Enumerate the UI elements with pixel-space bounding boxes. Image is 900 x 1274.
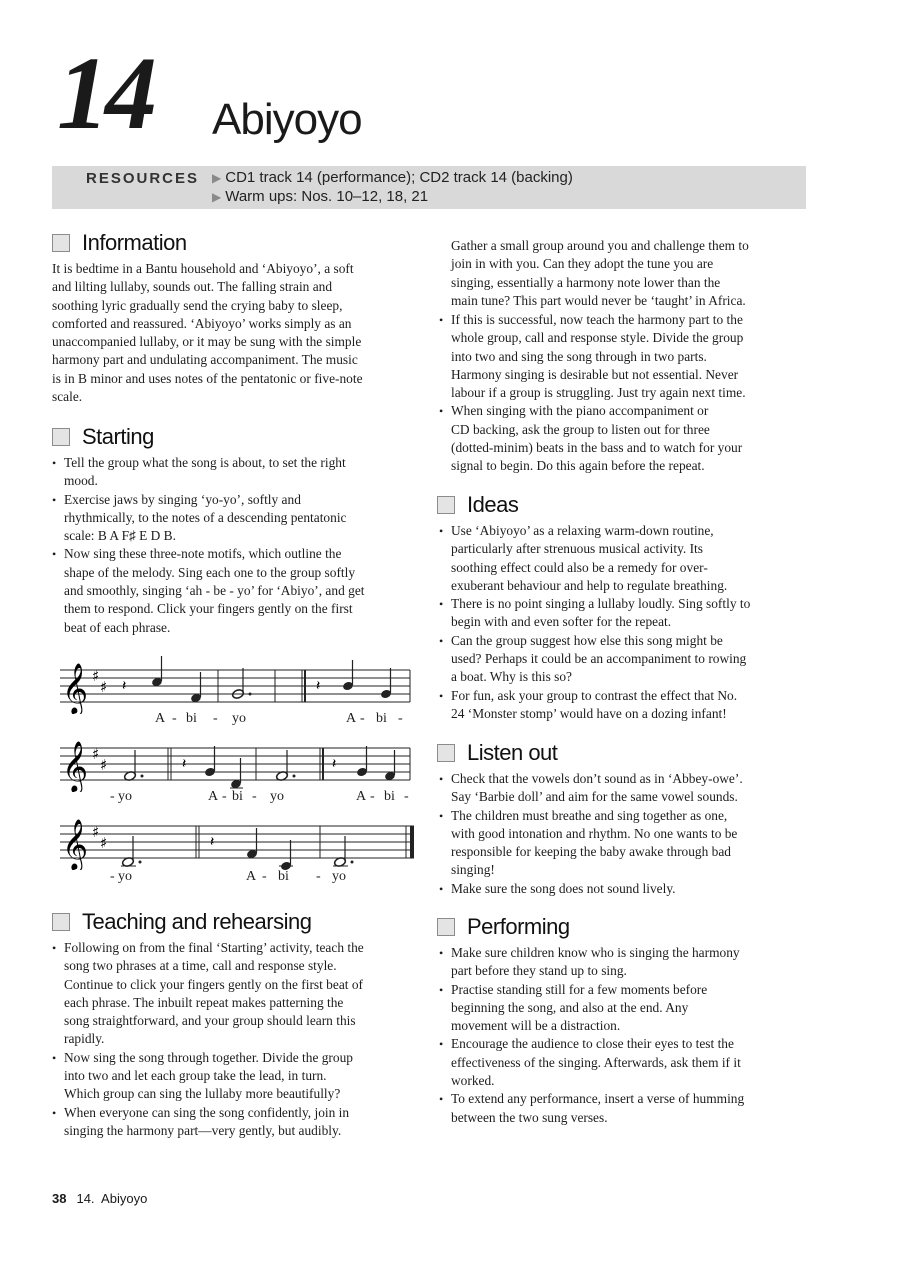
text-line: unaccompanied lullaby, or it may be sung with the simple — [52, 334, 362, 350]
lyric-syllable: A — [246, 869, 257, 884]
teaching-continued-paragraph — [451, 237, 811, 310]
list-item — [50, 939, 422, 1049]
text-line: • If this is successful, now teach the harmony part to the — [451, 312, 743, 327]
text-line: movement will be a distraction. — [451, 1018, 621, 1034]
list-item — [437, 311, 811, 402]
section-heading-text: Teaching and rehearsing — [82, 909, 312, 934]
list-item — [437, 595, 811, 632]
text-line: • Make sure children know who is singing the harmony — [451, 945, 740, 960]
text-line: whole group, call and response style. Divide the group — [451, 330, 744, 346]
lyric-syllable: - — [360, 711, 365, 726]
text-line: (dotted-minim) beats in the bass and to watch for your — [451, 440, 743, 456]
lyric-syllable: - — [370, 789, 375, 804]
ideas-list — [437, 522, 811, 723]
svg-text:♯: ♯ — [100, 678, 108, 696]
treble-clef-icon: 𝄞 — [62, 663, 89, 714]
treble-clef-icon: 𝄞 — [62, 741, 89, 792]
text-line: a boat. Why is this so? — [451, 669, 572, 685]
text-line: worked. — [451, 1073, 495, 1089]
text-line: It is bedtime in a Bantu household and ‘Abiyoyo’, a soft — [52, 261, 354, 276]
text-line: with good intonation and rhythm. No one wants to be — [451, 825, 738, 841]
svg-text:𝄽: 𝄽 — [182, 756, 187, 772]
lyric-syllable: A — [356, 789, 367, 804]
page-number: 38 — [52, 1191, 67, 1206]
svg-text:𝄽: 𝄽 — [332, 756, 337, 772]
lyric-syllable: bi — [278, 869, 289, 884]
music-staff-1 — [60, 652, 420, 714]
lyric-syllable: - — [172, 711, 177, 726]
text-line: • Check that the vowels don’t sound as in ‘Abbey-owe’. — [451, 771, 743, 786]
list-item — [437, 687, 811, 724]
music-staff-2 — [60, 730, 420, 792]
resource-item-text: CD1 track 14 (performance); CD2 track 14 (backing) — [225, 169, 573, 186]
text-line: scale. — [52, 389, 83, 405]
text-line: • Make sure the song does not sound lively. — [451, 880, 676, 896]
list-item — [437, 522, 811, 595]
list-item — [50, 1104, 422, 1141]
lyric-syllable: A — [208, 789, 219, 804]
starting-list — [50, 454, 422, 637]
text-line: harmony part and undulating accompaniment. The music — [52, 352, 358, 368]
text-line: Harmony singing is desirable but not essential. Never — [451, 366, 739, 382]
text-line: beginning the song, and also at the end. Any — [451, 999, 689, 1015]
lyric-syllable: bi — [186, 711, 197, 726]
text-line: beat of each phrase. — [64, 619, 171, 635]
svg-text:𝄽: 𝄽 — [122, 678, 127, 694]
text-line: into two and let each group take the lead, in turn. — [64, 1068, 327, 1084]
text-line: shape of the melody. Sing each one to the group softly — [64, 564, 356, 580]
svg-text:♯: ♯ — [100, 834, 108, 852]
section-heading-text: Ideas — [467, 492, 519, 517]
section-heading-information — [52, 230, 187, 256]
page-footer — [52, 1191, 147, 1206]
svg-text:𝄽: 𝄽 — [316, 678, 321, 694]
text-line: begin with and even softer for the repeat. — [451, 614, 672, 630]
lyric-syllable: - — [110, 789, 115, 804]
text-line: • There is no point singing a lullaby loudly. Sing softly to — [451, 596, 751, 612]
footer-label: 14. Abiyoyo — [76, 1191, 148, 1206]
lyric-syllable: - — [213, 711, 218, 726]
section-heading-text: Starting — [82, 424, 154, 449]
svg-text:♯: ♯ — [92, 667, 100, 685]
resource-item — [212, 188, 428, 205]
text-line: 24 ‘Monster stomp’ would have on a dozing infant! — [451, 705, 727, 721]
lyric-syllable: yo — [118, 869, 132, 884]
text-line: • Encourage the audience to close their eyes to test the — [451, 1036, 734, 1052]
checkbox-square-icon — [437, 744, 455, 762]
text-line: rapidly. — [64, 1031, 105, 1047]
text-line: join in with you. Can they adopt the tune you are — [451, 256, 714, 272]
list-item — [437, 1090, 811, 1127]
svg-text:♯: ♯ — [92, 823, 100, 841]
text-line: and lilting lullaby, sounds out. The falling strain and — [52, 279, 333, 295]
list-item — [437, 770, 811, 807]
text-line: part before they stand up to sing. — [451, 963, 627, 979]
section-heading-performing — [437, 914, 570, 940]
text-line: into two and sing the song through in two parts. — [451, 348, 707, 364]
lyric-syllable: - — [262, 869, 267, 884]
section-heading-text: Information — [82, 230, 187, 255]
lyric-syllable: yo — [118, 789, 132, 804]
text-line: • Use ‘Abiyoyo’ as a relaxing warm-down routine, — [451, 523, 714, 538]
text-line: • Tell the group what the song is about, to set the right — [64, 455, 346, 470]
lyric-syllable: A — [346, 711, 357, 726]
resource-item — [212, 169, 573, 186]
list-item — [437, 807, 811, 880]
text-line: song straightforward, and your group should learn this — [64, 1013, 356, 1029]
list-item — [50, 454, 422, 491]
list-item — [437, 880, 811, 898]
text-line: song two phrases at a time, call and response style. — [64, 958, 337, 974]
checkbox-square-icon — [52, 234, 70, 252]
text-line: Say ‘Barbie doll’ and aim for the same vowel sounds. — [451, 789, 738, 805]
text-line: soothing effect could also be a remedy for over- — [451, 559, 708, 575]
section-heading-text: Listen out — [467, 740, 558, 765]
svg-text:𝄽: 𝄽 — [210, 834, 215, 850]
checkbox-square-icon — [52, 428, 70, 446]
performing-list — [437, 944, 811, 1127]
lyric-syllable: - — [110, 869, 115, 884]
text-line: • The children must breathe and sing together as one, — [451, 807, 728, 823]
lyric-syllable: bi — [384, 789, 395, 804]
section-heading-teaching — [52, 909, 311, 935]
text-line: • Can the group suggest how else this song might be — [451, 632, 723, 648]
play-arrow-icon: ▶ — [212, 190, 222, 204]
svg-text:♯: ♯ — [100, 756, 108, 774]
text-line: • Now sing the song through together. Divide the group — [64, 1049, 353, 1065]
text-line: is in B minor and uses notes of the pentatonic or five-note — [52, 370, 363, 386]
text-line: singing the harmony part—very gently, but audibly. — [64, 1122, 342, 1138]
text-line: Which group can sing the lullaby more beautifully? — [64, 1086, 341, 1102]
listen-out-list — [437, 770, 811, 898]
resource-item-text: Warm ups: Nos. 10–12, 18, 21 — [225, 188, 429, 205]
text-line: • When everyone can sing the song confidently, join in — [64, 1104, 350, 1120]
checkbox-square-icon — [437, 496, 455, 514]
text-line: and smoothly, singing ‘ah - be - yo’ for ‘Abiyo’, and get — [64, 583, 365, 599]
lyric-syllable: yo — [270, 789, 284, 804]
list-item — [437, 402, 811, 475]
text-line: Gather a small group around you and challenge them to — [451, 238, 749, 253]
text-line: each phrase. The inbuilt repeat makes patterning the — [64, 994, 344, 1010]
list-item — [437, 1035, 811, 1090]
list-item — [50, 1049, 422, 1104]
play-arrow-icon: ▶ — [212, 171, 222, 185]
text-line: comforted and reassured. ‘Abiyoyo’ works simply as an — [52, 315, 352, 331]
teaching-list — [50, 939, 422, 1140]
text-line: exuberant behaviour and help to regulate breathing. — [451, 577, 728, 593]
text-line: • Now sing these three-note motifs, which outline the — [64, 546, 342, 562]
list-item — [437, 944, 811, 981]
text-line: singing, essentially a harmony note lower than the — [451, 274, 721, 290]
checkbox-square-icon — [52, 913, 70, 931]
text-line: rhythmically, to the notes of a descending pentatonic — [64, 509, 347, 525]
lyric-syllable: yo — [232, 711, 246, 726]
lyric-syllable: - — [252, 789, 257, 804]
lyric-syllable: - — [404, 789, 409, 804]
text-line: main tune? This part would never be ‘taught’ in Africa. — [451, 292, 746, 308]
teaching-continued-list — [437, 311, 811, 476]
section-heading-listen-out — [437, 740, 557, 766]
text-line: signal to begin. Do this again before the repeat. — [451, 458, 705, 474]
text-line: • When singing with the piano accompaniment or — [451, 403, 709, 419]
lyric-syllable: bi — [376, 711, 387, 726]
svg-text:♯: ♯ — [92, 745, 100, 763]
lesson-number: 14 — [57, 36, 153, 151]
checkbox-square-icon — [437, 918, 455, 936]
lyric-syllable: - — [222, 789, 227, 804]
text-line: • For fun, ask your group to contrast the effect that No. — [451, 687, 738, 703]
treble-clef-icon: 𝄞 — [62, 819, 89, 870]
section-heading-starting — [52, 424, 154, 450]
text-line: • To extend any performance, insert a verse of humming — [451, 1091, 745, 1107]
text-line: scale: B A F♯ E D B. — [64, 528, 176, 544]
lyric-syllable: bi — [232, 789, 243, 804]
lyric-syllable: - — [316, 869, 321, 884]
list-item — [50, 545, 422, 636]
text-line: labour if a group is struggling. Just try again next time. — [451, 385, 746, 401]
text-line: them to respond. Click your fingers gently on the first — [64, 601, 353, 617]
lyric-syllable: yo — [332, 869, 346, 884]
music-staff-3 — [60, 808, 420, 870]
text-line: between the two sung verses. — [451, 1109, 608, 1125]
text-line: • Following on from the final ‘Starting’ activity, teach the — [64, 940, 364, 955]
text-line: singing! — [451, 862, 495, 878]
lyric-syllable: - — [398, 711, 403, 726]
text-line: • Practise standing still for a few moments before — [451, 981, 708, 997]
text-line: used? Perhaps it could be an accompaniment to rowing — [451, 651, 747, 667]
list-item — [437, 981, 811, 1036]
resources-label: RESOURCES — [86, 170, 200, 187]
text-line: CD backing, ask the group to listen out for three — [451, 421, 710, 437]
section-heading-ideas — [437, 492, 518, 518]
list-item — [437, 632, 811, 687]
information-paragraph — [52, 260, 422, 406]
text-line: effectiveness of the singing. Afterwards, ask them if it — [451, 1054, 741, 1070]
lyric-syllable: A — [155, 711, 166, 726]
section-heading-text: Performing — [467, 914, 570, 939]
text-line: • Exercise jaws by singing ‘yo-yo’, softly and — [64, 491, 301, 507]
text-line: responsible for keeping the baby awake through bad — [451, 844, 732, 860]
text-line: particularly after strenuous musical activity. Its — [451, 541, 703, 557]
lesson-title: Abiyoyo — [212, 95, 362, 144]
text-line: soothing lyric gradually send the crying baby to sleep, — [52, 297, 343, 313]
text-line: Continue to click your fingers gently on the first beat of — [64, 976, 363, 992]
list-item — [50, 491, 422, 546]
text-line: mood. — [64, 473, 98, 489]
